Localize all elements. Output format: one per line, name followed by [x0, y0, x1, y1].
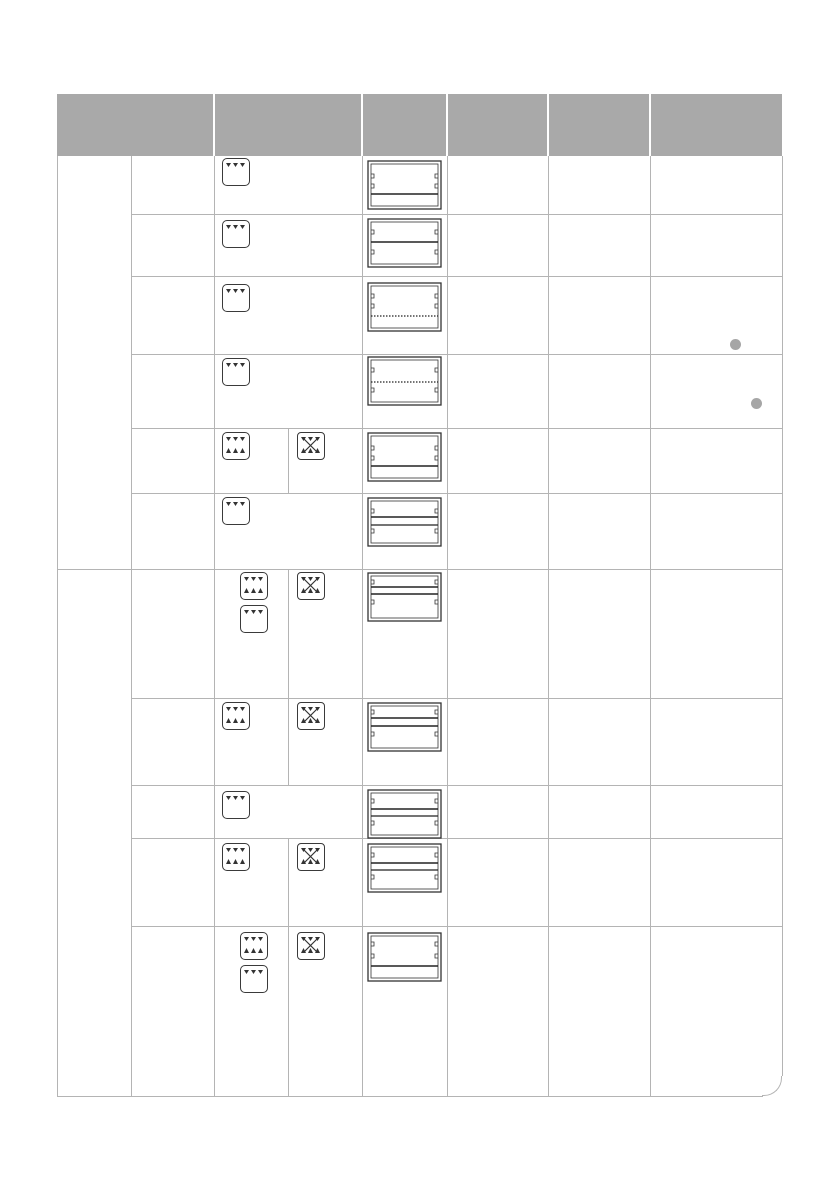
grid-line [131, 354, 782, 355]
heating-element-icon [222, 843, 250, 871]
grid-line [131, 428, 782, 429]
fan-crossed-icon [297, 432, 325, 460]
grid-line [57, 1096, 763, 1097]
header-cell-time [549, 94, 649, 156]
grid-line [288, 838, 289, 926]
oven-shelf-position-icon [367, 356, 442, 406]
grid-line [548, 156, 549, 1096]
heating-element-icon [222, 358, 250, 386]
heating-element-icon [222, 791, 250, 819]
oven-shelf-position-icon [367, 789, 442, 839]
note-dot-icon [751, 398, 762, 409]
header-cell-notes [651, 94, 782, 156]
grid-line [131, 493, 782, 494]
heating-element-icon [222, 284, 250, 312]
grid-line [131, 698, 782, 699]
header-cell-temperature [448, 94, 547, 156]
grid-line [782, 156, 783, 1076]
header-cell-shelf [363, 94, 446, 156]
oven-shelf-position-icon [367, 282, 442, 332]
header-cell-mode [215, 94, 361, 156]
grid-line [288, 428, 289, 493]
grid-line [447, 156, 448, 1096]
oven-shelf-position-icon [367, 932, 442, 982]
grid-line [57, 569, 782, 570]
oven-shelf-position-icon [367, 432, 442, 482]
oven-shelf-position-icon [367, 160, 442, 210]
grid-line [288, 569, 289, 698]
grid-line [362, 156, 363, 1096]
fan-crossed-icon [297, 702, 325, 730]
heating-element-icon [240, 572, 268, 600]
oven-shelf-position-icon [367, 218, 442, 268]
fan-crossed-icon [297, 932, 325, 960]
grid-line [131, 926, 782, 927]
oven-shelf-position-icon [367, 843, 442, 893]
heating-element-icon [222, 220, 250, 248]
grid-line [288, 698, 289, 785]
heating-element-icon [222, 702, 250, 730]
heating-element-icon [222, 158, 250, 186]
header-cell-category [57, 94, 213, 156]
oven-shelf-position-icon [367, 497, 442, 547]
grid-line [131, 156, 132, 1096]
note-dot-icon [730, 339, 741, 350]
grid-line [288, 926, 289, 1096]
grid-line [131, 214, 782, 215]
heating-element-icon [240, 605, 268, 633]
fan-crossed-icon [297, 843, 325, 871]
grid-line [650, 156, 651, 1096]
grid-line [214, 156, 215, 1096]
heating-element-icon [240, 965, 268, 993]
heating-element-icon [222, 497, 250, 525]
table-corner [762, 1076, 782, 1096]
oven-shelf-position-icon [367, 702, 442, 752]
grid-line [57, 156, 58, 1096]
heating-element-icon [240, 932, 268, 960]
heating-element-icon [222, 432, 250, 460]
grid-line [131, 785, 782, 786]
grid-line [131, 276, 782, 277]
fan-crossed-icon [297, 572, 325, 600]
oven-shelf-position-icon [367, 572, 442, 622]
grid-line [131, 838, 782, 839]
